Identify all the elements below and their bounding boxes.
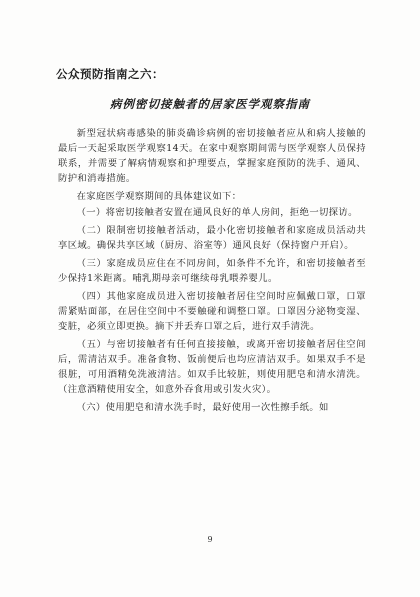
paragraph-item-3: （三）家庭成员应住在不同房间，如条件不允许，和密切接触者至少保持1米距离。哺乳期母亲可继续母乳喂养婴儿。 bbox=[58, 258, 366, 284]
document-body bbox=[58, 126, 366, 418]
paragraph-item-1: （一）将密切接触者安置在通风良好的单人房间，拒绝一切探访。 bbox=[76, 207, 358, 218]
paragraph-item-5: （五）与密切接触者有任何直接接触，或离开密切接触者居住空间后，需清洁双手。准备食物、饭前便后也均应清洁双手。如果双手不是很脏，可用酒精免洗液清洁。如双手比较脏，则使用肥皂和清水清洗。（注意酒精使用安全，如意外吞食用或引发火灾）。 bbox=[58, 339, 366, 395]
section-heading: 公众预防指南之六： bbox=[56, 67, 164, 81]
document-title: 病例密切接触者的居家医学观察指南 bbox=[110, 97, 310, 111]
paragraph-intro: 新型冠状病毒感染的肺炎确诊病例的密切接触者应从和病人接触的最后一天起采取医学观察14天。在家中观察期间需与医学观察人员保持联系，并需要了解病情观察和护理要点，掌握家庭预防的洗手、通风、防护和消毒措施。 bbox=[58, 128, 366, 184]
page-number: 9 bbox=[207, 535, 213, 544]
paragraph-item-2: （二）限制密切接触者活动，最小化密切接触者和家庭成员活动共享区域。确保共享区域（厨房、浴室等）通风良好（保持窗户开启）。 bbox=[58, 225, 366, 251]
paragraph-item-4: （四）其他家庭成员进入密切接触者居住空间时应佩戴口罩，口罩需紧贴面部，在居住空间中不要触碰和调整口罩。口罩因分泌物变湿、变脏，必须立即更换。摘下并丢弃口罩之后，进行双手清洗。 bbox=[58, 291, 366, 332]
paragraph-item-6: （六）使用肥皂和清水洗手时，最好使用一次性擦手纸。如 bbox=[76, 402, 329, 413]
paragraph-suggestions-lead: 在家庭医学观察期间的具体建议如下： bbox=[76, 191, 242, 202]
